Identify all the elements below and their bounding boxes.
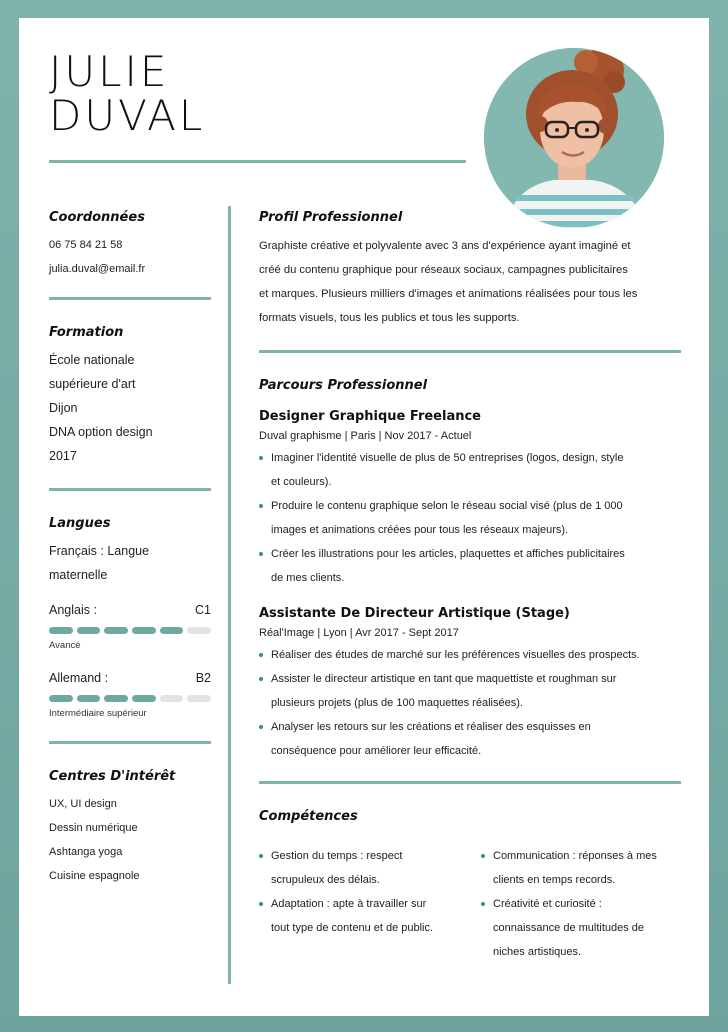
interest-item: Ashtanga yoga (49, 846, 123, 858)
skill-line: Créativité et curiosité : (493, 898, 602, 910)
interest-item: Cuisine espagnole (49, 870, 140, 882)
interest-item: UX, UI design (49, 798, 117, 810)
job-meta: Réal'Image | Lyon | Avr 2017 - Sept 2017 (259, 627, 459, 639)
bullet-line: Produire le contenu graphique selon le réseau social visé (plus de 1 000 (271, 500, 623, 512)
education-line: Dijon (49, 401, 78, 415)
education-line: École nationale (49, 353, 135, 367)
profile-photo (484, 48, 664, 228)
interests-section (49, 769, 211, 888)
sidebar (49, 204, 211, 888)
skill-line: Communication : réponses à mes (493, 850, 657, 862)
language-name: Allemand : (49, 671, 109, 685)
bullet-line: et couleurs). (271, 476, 332, 488)
full-name (49, 47, 206, 140)
language-level: Avancé (49, 640, 81, 651)
column-divider (228, 206, 231, 984)
bullet-line: images et animations créées pour tous les réseaux majeurs). (271, 524, 569, 536)
bullet-line: plusieurs projets (plus de 100 maquettes réalisées). (271, 697, 523, 709)
profile-line: créé du contenu graphique pour réseaux sociaux, campagnes publicitaires (259, 264, 628, 276)
skill-line: clients en temps records. (493, 874, 616, 886)
job-title: Designer Graphique Freelance (259, 409, 481, 424)
level-segment-filled (132, 627, 156, 634)
education-line: 2017 (49, 449, 77, 463)
bullet-line: Réaliser des études de marché sur les préférences visuelles des prospects. (271, 649, 640, 661)
skill-line: Gestion du temps : respect (271, 850, 403, 862)
bullet-line: de mes clients. (271, 572, 345, 584)
native-language: Français : Langue (49, 544, 150, 558)
level-segment-filled (104, 627, 128, 634)
language-code: C1 (195, 603, 211, 617)
language-item (49, 603, 211, 651)
language-level-bars (49, 627, 211, 634)
bullet-line: Assister le directeur artistique en tant que maquettiste et roughman sur (271, 673, 617, 685)
level-segment-filled (77, 627, 101, 634)
education-title: Formation (49, 325, 124, 340)
main-content (259, 204, 681, 964)
skill-item (259, 844, 459, 892)
skill-line: connaissance de multitudes de (493, 922, 645, 934)
skill-line: scrupuleux des délais. (271, 874, 380, 886)
job-bullet (259, 715, 681, 763)
level-segment-filled (77, 695, 101, 702)
job-bullet (259, 494, 681, 542)
skill-item (481, 844, 681, 892)
skill-line: Adaptation : apte à travailler sur (271, 898, 427, 910)
level-segment-filled (132, 695, 156, 702)
contact-section (49, 210, 211, 281)
native-language: maternelle (49, 568, 108, 582)
last-name: DUVAL (49, 91, 206, 140)
interest-item: Dessin numérique (49, 822, 138, 834)
profile-section (259, 210, 681, 330)
profile-line: et marques. Plusieurs milliers d'images et animations réalisées pour tous les (259, 288, 638, 300)
job-bullet (259, 542, 681, 590)
skill-line: tout type de contenu et de public. (271, 922, 434, 934)
bullet-line: Analyser les retours sur les créations et réaliser des esquisses en (271, 721, 591, 733)
profile-line: Graphiste créative et polyvalente avec 3 ans d'expérience ayant imaginé et (259, 240, 631, 252)
resume-page (19, 18, 709, 1016)
experience-section (259, 378, 681, 763)
level-segment-empty (160, 695, 184, 702)
job-bullet (259, 667, 681, 715)
profile-line: formats visuels, tous les publics et tous les supports. (259, 312, 520, 324)
job-bullet (259, 643, 681, 667)
job-entry (259, 409, 681, 590)
bullet-line: Imaginer l'identité visuelle de plus de 50 entreprises (logos, design, style (271, 452, 624, 464)
interests-title: Centres D'intérêt (49, 769, 176, 784)
sidebar-divider (49, 488, 211, 491)
skill-line: niches artistiques. (493, 946, 582, 958)
level-segment-filled (49, 627, 73, 634)
first-name: JULIE (49, 47, 170, 96)
skills-title: Compétences (259, 809, 358, 824)
language-code: B2 (195, 671, 211, 685)
level-segment-empty (187, 627, 211, 634)
job-meta: Duval graphisme | Paris | Nov 2017 - Actuel (259, 430, 472, 442)
education-line: DNA option design (49, 425, 153, 439)
bullet-line: conséquence pour améliorer leur efficacité. (271, 745, 482, 757)
languages-section (49, 516, 211, 719)
sidebar-divider (49, 297, 211, 300)
level-segment-filled (104, 695, 128, 702)
profile-title: Profil Professionnel (259, 210, 403, 225)
contact-phone: 06 75 84 21 58 (49, 239, 123, 251)
name-divider (49, 160, 466, 163)
job-bullet (259, 446, 681, 494)
job-entry (259, 606, 681, 763)
skill-item (259, 892, 459, 940)
language-item (49, 671, 211, 719)
contact-email: julia.duval@email.fr (49, 263, 146, 275)
skills-section (259, 809, 681, 964)
level-segment-filled (160, 627, 184, 634)
language-level: Intermédiaire supérieur (49, 708, 147, 719)
bullet-line: Créer les illustrations pour les articles, plaquettes et affiches publicitaires (271, 548, 625, 560)
languages-title: Langues (49, 516, 111, 531)
education-line: supérieure d'art (49, 377, 136, 391)
language-level-bars (49, 695, 211, 702)
skill-item (481, 892, 681, 964)
level-segment-filled (49, 695, 73, 702)
language-name: Anglais : (49, 603, 97, 617)
level-segment-empty (187, 695, 211, 702)
contact-title: Coordonnées (49, 210, 145, 225)
education-section (49, 325, 211, 468)
sidebar-divider (49, 741, 211, 744)
main-divider (259, 350, 681, 353)
experience-title: Parcours Professionnel (259, 378, 428, 393)
job-title: Assistante De Directeur Artistique (Stage) (259, 606, 570, 621)
main-divider (259, 781, 681, 784)
